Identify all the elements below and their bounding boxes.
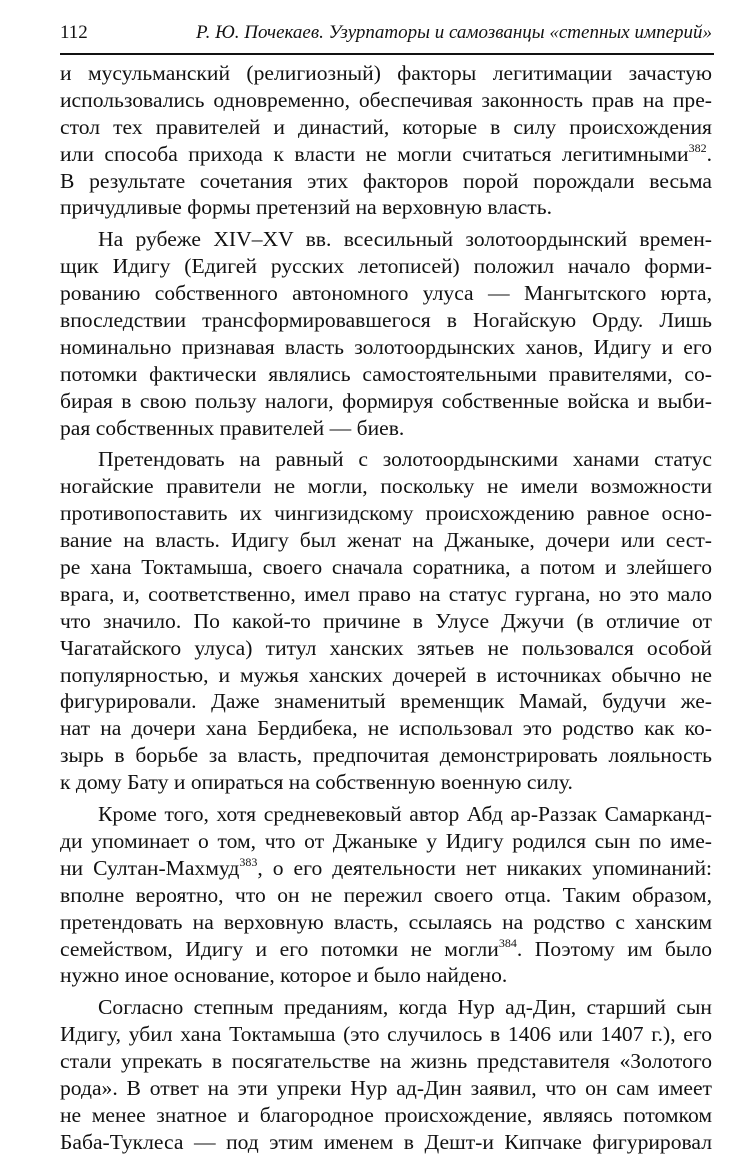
footnote-ref: 384 (498, 935, 517, 950)
text-line: Претендовать на равный с золотоордынскими ханами статус (98, 447, 712, 472)
text-line: Баба-Туклеса — под этим именем в Дешт-и Кипчаке фигурировал (60, 1129, 712, 1154)
text-line: Кроме того, хотя средневековый автор Абд ар-Раззак Самарканд- (98, 802, 712, 827)
text-line (60, 855, 712, 882)
text-line: ди упоминает о том, что от Джаныке у Идигу родился сын по име- (60, 828, 712, 853)
text-line: к дому Бату и опираться на собственную военную силу. (60, 770, 573, 795)
paragraph (60, 994, 712, 1155)
text-line: В результате сочетания этих факторов порой порождали весьма (60, 168, 712, 193)
text-line: использовались одновременно, обеспечивая законность прав на пре- (60, 87, 712, 112)
text-line: На рубеже XIV–XV вв. всесильный золотоордынский времен- (98, 227, 712, 252)
text-line: врага, и, соответственно, имел право на статус гургана, но это мало (60, 581, 712, 606)
footnote-ref: 383 (239, 854, 258, 869)
text-line: стол тех правителей и династий, которые в силу происхождения (60, 114, 712, 139)
text-line: щик Идигу (Едигей русских летописей) положил начало форми- (60, 254, 712, 279)
paragraph (60, 446, 712, 796)
text-line (60, 936, 712, 963)
running-title: Р. Ю. Почекаев. Узурпаторы и самозванцы «степных империй» (195, 22, 712, 43)
body-text (60, 60, 712, 1156)
paragraph (60, 60, 712, 221)
text-line: Согласно степным преданиям, когда Нур ад-Дин, старший сын (98, 995, 712, 1020)
text-run: ни Султан-Махмуд (60, 855, 240, 880)
text-line: противопоставить их чингизидскому происхождению равное осно- (60, 501, 712, 526)
text-line: Идигу, убил хана Токтамыша (это случилось в 1406 или 1407 г.), его (60, 1022, 712, 1047)
text-line: потомки фактически являлись самостоятельными правителями, со- (60, 361, 712, 386)
text-line: вполне вероятно, что он не пережил своего отца. Таким образом, (60, 882, 712, 907)
text-line: стали упрекать в посягательстве на жизнь представителя «Золотого (60, 1049, 712, 1074)
text-line: номинально признавая власть золотоордынских ханов, Идигу и его (60, 334, 712, 359)
paragraph (60, 801, 712, 989)
text-line: популярностью, и мужья ханских дочерей в источниках обычно не (60, 662, 712, 687)
text-run: или способа прихода к власти не могли считаться легитимными (60, 141, 689, 166)
text-line: претендовать на верховную власть, ссылаясь на родство с ханским (60, 909, 712, 934)
text-line: нат на дочери хана Бердибека, не использовал это родство как ко- (60, 716, 712, 741)
text-run: , о его деятельности нет никаких упоминаний: (257, 855, 713, 880)
text-line: и мусульманский (религиозный) факторы легитимации зачастую (60, 61, 712, 85)
text-line: не менее знатное и благородное происхождение, являясь потомком (60, 1102, 712, 1127)
text-line: зырь в борьбе за власть, предпочитая демонстрировать лояльность (60, 743, 712, 768)
text-line: рованию собственного автономного улуса — Мангытского юрта, (60, 281, 712, 306)
text-line: ре хана Токтамыша, своего сначала соратника, а потом и злейшего (60, 555, 712, 580)
text-line: бирая в свою пользу налоги, формируя собственные войска и выби- (60, 388, 712, 413)
text-line: ногайские правители не могли, поскольку не имели возможности (60, 474, 712, 499)
text-line: рая собственных правителей — биев. (60, 415, 405, 440)
text-line: или способа прихода к власти не могли считаться легитимными$^{382}$. (60, 140, 712, 166)
text-line: нужно иное основание, которое и было найдено. (60, 963, 508, 988)
text-line: рода». В ответ на эти упреки Нур ад-Дин заявил, что он сам имеет (60, 1075, 712, 1100)
header-rule (60, 53, 714, 55)
text-run: семейством, Идигу и его потомки не могли (60, 936, 499, 961)
text-line: причудливые формы претензий на верховную власть. (60, 195, 552, 220)
page-number: 112 (60, 22, 88, 43)
paragraph (60, 226, 712, 441)
footnote-ref: 382 (688, 140, 707, 155)
text-run: . Поэтому им было (516, 936, 712, 961)
running-header (60, 14, 712, 50)
text-line: что значило. По какой-то причине в Улусе Джучи (в отличие от (60, 608, 712, 633)
text-line: фигурировали. Даже знаменитый временщик Мамай, будучи же- (60, 689, 712, 714)
text-line: вание на власть. Идигу был женат на Джаныке, дочери или сест- (60, 528, 712, 553)
text-line: Чагатайского улуса) титул ханских зятьев не пользовался особой (60, 635, 712, 660)
text-line: впоследствии трансформировавшегося в Ногайскую Орду. Лишь (60, 308, 712, 333)
